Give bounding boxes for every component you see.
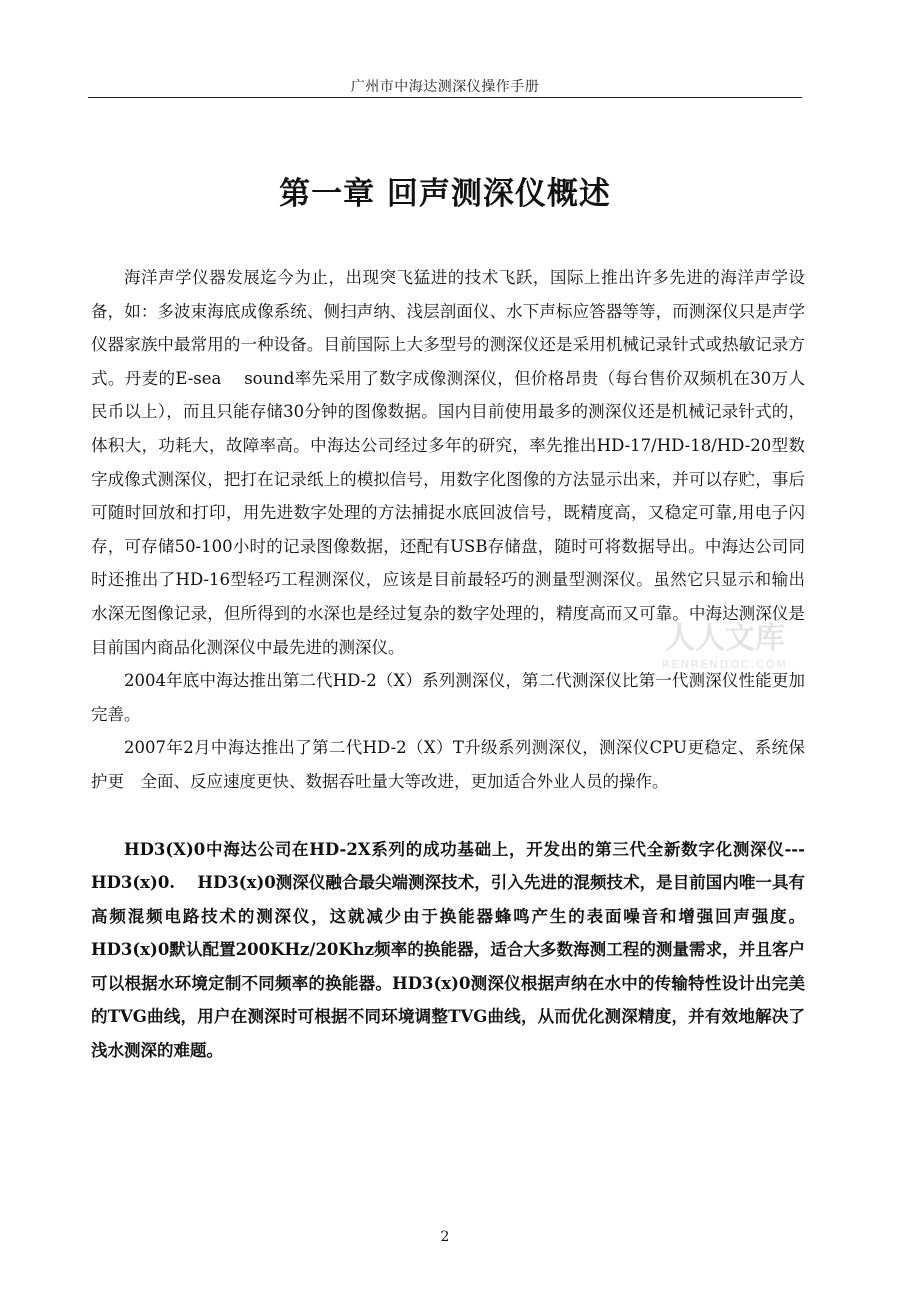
body-text bbox=[91, 261, 805, 1068]
paragraph-2007: 2007年2月中海达推出了第二代HD-2（X）T升级系列测深仪，测深仪CPU更稳定、系统保护更 全面、反应速度更快、数据吞吐量大等改进，更加适合外业人员的操作。 bbox=[91, 738, 805, 791]
header-divider bbox=[88, 97, 802, 98]
chapter-title: 第一章 回声测深仪概述 bbox=[279, 176, 611, 212]
running-header: 广州市中海达测深仪操作手册 bbox=[350, 79, 540, 95]
paragraph-2004: 2004年底中海达推出第二代HD-2（X）系列测深仪，第二代测深仪比第一代测深仪性能更加完善。 bbox=[91, 671, 805, 724]
paragraph-hd3x0: HD3(X)0中海达公司在HD-2X系列的成功基础上，开发出的第三代全新数字化测深仪---HD3(x)0. HD3(x)0测深仪融合最尖端测深技术，引入先进的混频技术，是目前国内唯一具有高频混频电路技术的测深仪，这就减少由于换能器蜂鸣产生的表面噪音和增强回声强度。HD3(x)0默认配置200KHz/20Khz频率的换能器，适合大多数海测工程的测量需求，并且客户可以根据水环境定制不同频率的换能器。HD3(x)0测深仪根据声纳在水中的传输特性设计出完美的TVG曲线，用户在测深时可根据不同环境调整TVG曲线，从而优化测深精度，并有效地解决了浅水测深的难题。 bbox=[91, 839, 805, 1061]
watermark-text-cn: 人人文库 bbox=[665, 621, 785, 656]
paragraph-spacer bbox=[91, 799, 805, 833]
page-number: 2 bbox=[440, 1229, 450, 1245]
paragraph-overview: 海洋声学仪器发展迄今为止，出现突飞猛进的技术飞跃，国际上推出许多先进的海洋声学设备，如：多波束海底成像系统、侧扫声纳、浅层剖面仪、水下声标应答器等等，而测深仪只是声学仪器家族中最常用的一种设备。目前国际上大多型号的测深仪还是采用机械记录针式或热敏记录方式。丹麦的E-sea sound率先采用了数字成像测深仪，但价格昂贵（每台售价双频机在30万人民币以上），而且只能存储30分钟的图像数据。国内目前使用最多的测深仪还是机械记录针式的，体积大，功耗大，故障率高。中海达公司经过多年的研究，率先推出HD-17/HD-18/HD-20型数字成像式测深仪，把打在记录纸上的模拟信号，用数字化图像的方法显示出来，并可以存贮，事后可随时回放和打印，用先进数字处理的方法捕捉水底回波信号，既精度高，又稳定可靠,用电子闪存，可存储50-100小时的记录图像数据，还配有USB存储盘，随时可将数据导出。中海达公司同时还推出了HD-16型轻巧工程测深仪，应该是目前最轻巧的测量型测深仪。虽然它只显示和输出水深无图像记录，但所得到的水深也是经过复杂的数字处理的，精度高而又可靠。中海达测深仪是目前国内商品化测深仪中最先进的测深仪。 bbox=[91, 268, 805, 657]
watermark-text-en: RENRENDOC.COM bbox=[662, 658, 788, 671]
